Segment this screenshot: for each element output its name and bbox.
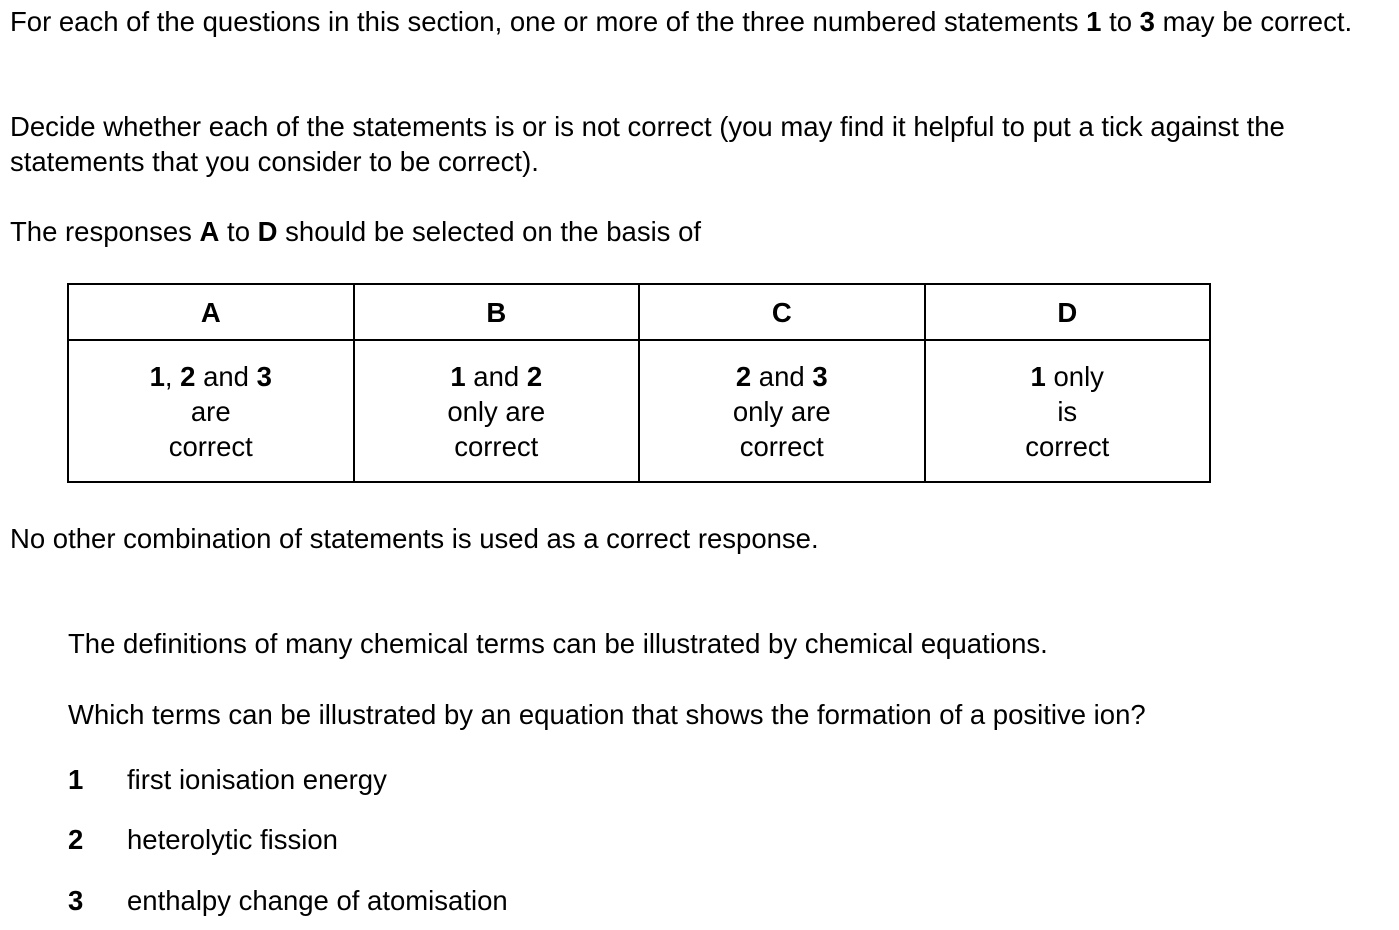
num-bold: 2 (180, 360, 196, 392)
key-header-b: B (354, 284, 640, 340)
statement-text: heterolytic fission (127, 824, 338, 855)
num-bold: 1 (1030, 360, 1046, 392)
key-cell-b-line3: correct (454, 430, 539, 462)
key-cell-c-line1 (640, 359, 924, 394)
key-cell-a-line1 (69, 359, 353, 394)
key-header-a: A (68, 284, 354, 340)
intro-text-1: For each of the questions in this section, one or more of the three numbered statements (10, 6, 1087, 37)
no-other-combination-note: No other combination of statements is used as a correct response. (10, 523, 819, 554)
statement-number: 1 (68, 764, 84, 795)
num-bold: 1 (149, 360, 165, 392)
intro-text-2: to (1101, 6, 1140, 37)
key-body-row (68, 340, 1210, 482)
question-stem-2: Which terms can be illustrated by an equation that shows the formation of a positive ion? (68, 699, 1146, 730)
response-key-table (67, 283, 1211, 483)
key-header-c: C (639, 284, 925, 340)
basis-text-2: to (219, 216, 258, 247)
decide-paragraph: Decide whether each of the statements is or is not correct (you may find it helpful to put a tick against the statements that you consider to be correct). (10, 111, 1285, 177)
num-bold: 3 (256, 360, 272, 392)
key-cell-d (925, 340, 1211, 482)
mid: and (465, 360, 527, 392)
key-cell-a-line2: are (190, 395, 231, 427)
num-bold: 1 (450, 360, 466, 392)
key-cell-b-line2: only are (447, 395, 546, 427)
key-cell-b (354, 340, 640, 482)
key-header-row (68, 284, 1210, 340)
basis-text-3: should be selected on the basis of (277, 216, 701, 247)
num-bold: 3 (812, 360, 828, 392)
key-cell-a-line3: correct (168, 430, 253, 462)
intro-bold-3: 3 (1139, 6, 1155, 37)
statement-text: first ionisation energy (127, 764, 387, 795)
statement-text: enthalpy change of atomisation (127, 885, 508, 916)
key-cell-d-line1 (926, 359, 1210, 394)
num-bold: 2 (526, 360, 543, 392)
key-header-d: D (925, 284, 1211, 340)
basis-bold-d: D (257, 216, 278, 247)
statement-number: 2 (68, 824, 84, 855)
intro-text-3: may be correct. (1154, 6, 1353, 37)
key-cell-c (639, 340, 925, 482)
mid: and (751, 360, 813, 392)
key-cell-d-line2: is (1057, 395, 1078, 427)
key-cell-c-line2: only are (732, 395, 831, 427)
statement-number: 3 (68, 885, 84, 916)
basis-paragraph (10, 214, 1395, 249)
question-stem-1: The definitions of many chemical terms can be illustrated by chemical equations. (68, 628, 1048, 659)
mid: and (195, 360, 257, 392)
num-bold: 2 (735, 360, 752, 392)
intro-bold-1: 1 (1086, 6, 1102, 37)
basis-text-1: The responses (10, 216, 200, 247)
key-cell-c-line3: correct (739, 430, 824, 462)
mid: only (1045, 360, 1104, 392)
key-cell-a (68, 340, 354, 482)
sep: , (164, 360, 181, 392)
key-cell-b-line1 (355, 359, 639, 394)
key-cell-d-line3: correct (1025, 430, 1110, 462)
intro-paragraph (10, 4, 1395, 39)
basis-bold-a: A (199, 216, 220, 247)
